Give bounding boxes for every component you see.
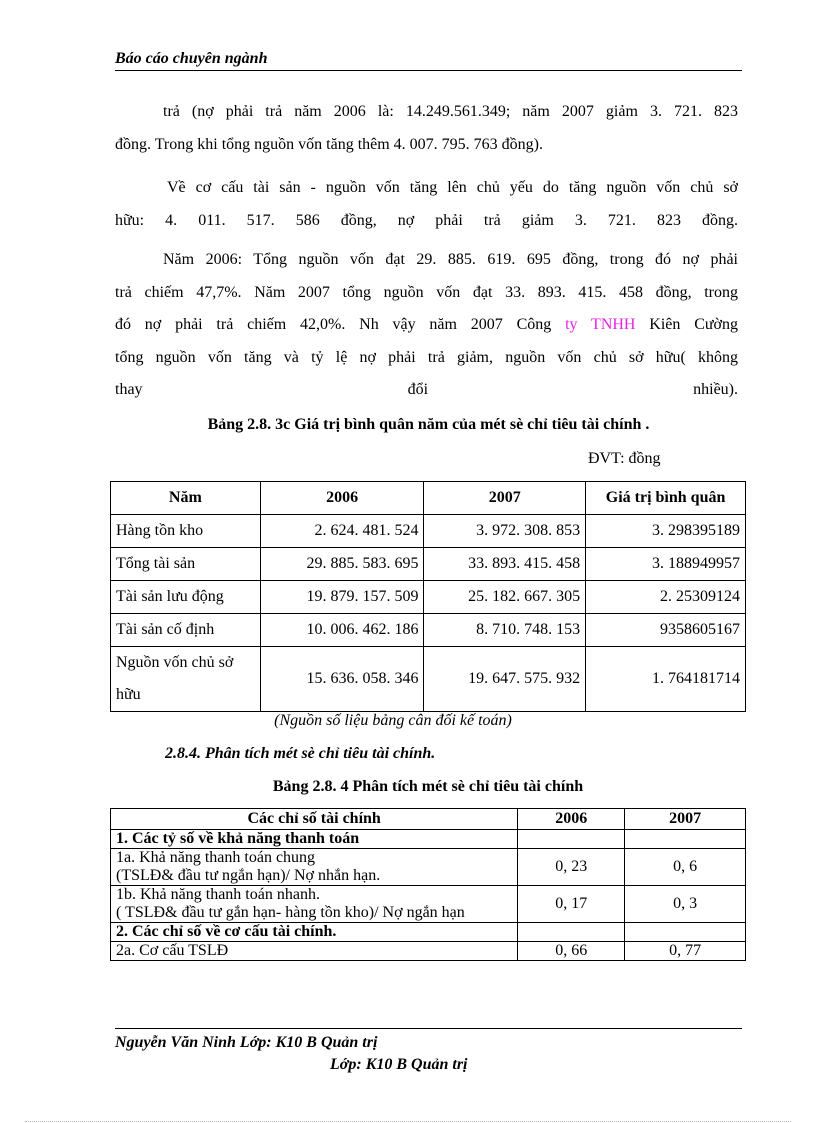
table-cell: 0, 77 bbox=[625, 942, 746, 961]
table1-header-cell: Năm bbox=[111, 482, 261, 515]
table-cell: 10. 006. 462. 186 bbox=[260, 614, 424, 647]
table2-header-row bbox=[111, 809, 746, 830]
paragraph-1 bbox=[115, 96, 738, 161]
table2-caption: Bảng 2.8. 4 Phân tích mét sè chỉ tiêu tài chính bbox=[272, 778, 584, 795]
table-cell: 9358605167 bbox=[586, 614, 746, 647]
p1-line1: trả (nợ phải trả năm 2006 là: 14.249.561.349; năm 2007 giảm 3. 721. 823 bbox=[163, 103, 738, 120]
paragraph-2 bbox=[115, 172, 738, 237]
table-cell: Nguồn vốn chủ sở hữu bbox=[111, 647, 261, 712]
table-cell: 3. 188949957 bbox=[586, 548, 746, 581]
table-cell: Tài sản cố định bbox=[111, 614, 261, 647]
table-cell: 33. 893. 415. 458 bbox=[424, 548, 586, 581]
table-cell: 0, 17 bbox=[518, 886, 625, 923]
table1-header-cell: Giá trị bình quân bbox=[586, 482, 746, 515]
table-cell: 1. 764181714 bbox=[586, 647, 746, 712]
table-cell: 15. 636. 058. 346 bbox=[260, 647, 424, 712]
page-edge-dots bbox=[25, 1121, 791, 1122]
table-cell bbox=[111, 886, 518, 923]
table-row bbox=[111, 849, 746, 886]
p3-line3-post: Kiên Cường bbox=[635, 316, 739, 333]
table1-header-cell: 2006 bbox=[260, 482, 424, 515]
table1-source: (Nguồn số liệu bảng cân đối kế toán) bbox=[274, 712, 512, 729]
average-value-table bbox=[110, 481, 746, 712]
table-row bbox=[111, 886, 746, 923]
ratio-label: 1b. Khả năng thanh toán nhanh. bbox=[116, 886, 320, 903]
ratio-label: 1a. Khả năng thanh toán chung bbox=[116, 849, 316, 866]
table-cell: Tổng tài sản bbox=[111, 548, 261, 581]
page-header: Báo cáo chuyên ngành bbox=[115, 50, 268, 67]
table-cell: 2. 624. 481. 524 bbox=[260, 515, 424, 548]
paragraph-3 bbox=[115, 244, 738, 407]
table-cell: 0, 3 bbox=[625, 886, 746, 923]
table-cell: 0, 23 bbox=[518, 849, 625, 886]
table-row bbox=[111, 614, 746, 647]
table-row bbox=[111, 581, 746, 614]
table-cell: 19. 879. 157. 509 bbox=[260, 581, 424, 614]
p2-line1: Về cơ cấu tài sản - nguồn vốn tăng lên chủ yếu do tăng nguồn vốn chủ sở bbox=[167, 179, 738, 196]
footer-rule bbox=[115, 1028, 742, 1029]
p2-line2: hữu: 4. 011. 517. 586 đồng, nợ phải trả giảm 3. 721. 823 đồng. bbox=[115, 211, 738, 229]
table1-header-cell: 2007 bbox=[424, 482, 586, 515]
table-cell: 8. 710. 748. 153 bbox=[424, 614, 586, 647]
ratio-formula: ( TSLĐ& đầu tư gắn hạn- hàng tồn kho)/ Nợ ngắn hạn bbox=[116, 904, 465, 921]
table-cell: 2a. Cơ cấu TSLĐ bbox=[111, 942, 518, 961]
table-cell bbox=[518, 923, 625, 942]
ratio-formula: (TSLĐ& đầu tư ngắn hạn)/ Nợ nhắn hạn. bbox=[116, 867, 381, 884]
table-cell: Hàng tồn kho bbox=[111, 515, 261, 548]
table-cell: 29. 885. 583. 695 bbox=[260, 548, 424, 581]
table-cell: 3. 972. 308. 853 bbox=[424, 515, 586, 548]
table-cell: 0, 6 bbox=[625, 849, 746, 886]
table2-header-cell: 2006 bbox=[518, 809, 625, 830]
table-cell bbox=[625, 830, 746, 849]
table-cell: 2. 25309124 bbox=[586, 581, 746, 614]
group-heading: 1. Các tỷ số về khả năng thanh toán bbox=[111, 830, 518, 849]
p3-line3-highlight: ty TNHH bbox=[565, 316, 636, 333]
p3-line3-pre: đó nợ phải trả chiếm 42,0%. Nh vậy năm 2007 Công bbox=[115, 316, 566, 333]
section-title: 2.8.4. Phân tích mét sè chỉ tiêu tài chính. bbox=[165, 745, 436, 762]
table-cell bbox=[518, 830, 625, 849]
table-cell: 3. 298395189 bbox=[586, 515, 746, 548]
header-rule bbox=[115, 70, 742, 71]
table2-header-cell: 2007 bbox=[625, 809, 746, 830]
group-heading: 2. Các chỉ số về cơ cấu tài chính. bbox=[111, 923, 518, 942]
p1-line2: đồng. Trong khi tổng nguồn vốn tăng thêm 4. 007. 795. 763 đồng). bbox=[115, 135, 544, 153]
table1-header-row bbox=[111, 482, 746, 515]
financial-ratio-table bbox=[110, 808, 746, 961]
p3-line4: tổng nguồn vốn tăng và tỷ lệ nợ phải trả giảm, nguồn vốn chủ sở hữu( không bbox=[115, 348, 738, 366]
table1-unit: ĐVT: đồng bbox=[588, 450, 661, 467]
table-cell: 0, 66 bbox=[518, 942, 625, 961]
footer-author: Nguyễn Văn Ninh Lớp: K10 B Quản trị bbox=[115, 1034, 378, 1051]
table-cell: 19. 647. 575. 932 bbox=[424, 647, 586, 712]
p3-line1: Năm 2006: Tổng nguồn vốn đạt 29. 885. 619. 695 đồng, trong đó nợ phải bbox=[163, 251, 738, 268]
table-cell: Tài sản lưu động bbox=[111, 581, 261, 614]
table-cell bbox=[111, 849, 518, 886]
table1-caption: Bảng 2.8. 3c Giá trị bình quân năm của mét sè chỉ tiêu tài chính . bbox=[207, 416, 650, 433]
table-row bbox=[111, 515, 746, 548]
p3-line5: thay đổi nhiều). bbox=[115, 381, 738, 398]
footer-class: Lớp: K10 B Quản trị bbox=[330, 1056, 468, 1073]
table2-header-cell: Các chỉ số tài chính bbox=[111, 809, 518, 830]
p3-line2: trả chiếm 47,7%. Năm 2007 tổng nguồn vốn đạt 33. 893. 415. 458 đồng, trong bbox=[115, 283, 738, 301]
table-row bbox=[111, 923, 746, 942]
table-cell: 25. 182. 667. 305 bbox=[424, 581, 586, 614]
table-cell bbox=[625, 923, 746, 942]
table-row bbox=[111, 830, 746, 849]
table-row bbox=[111, 548, 746, 581]
table-row bbox=[111, 942, 746, 961]
table-row bbox=[111, 647, 746, 712]
